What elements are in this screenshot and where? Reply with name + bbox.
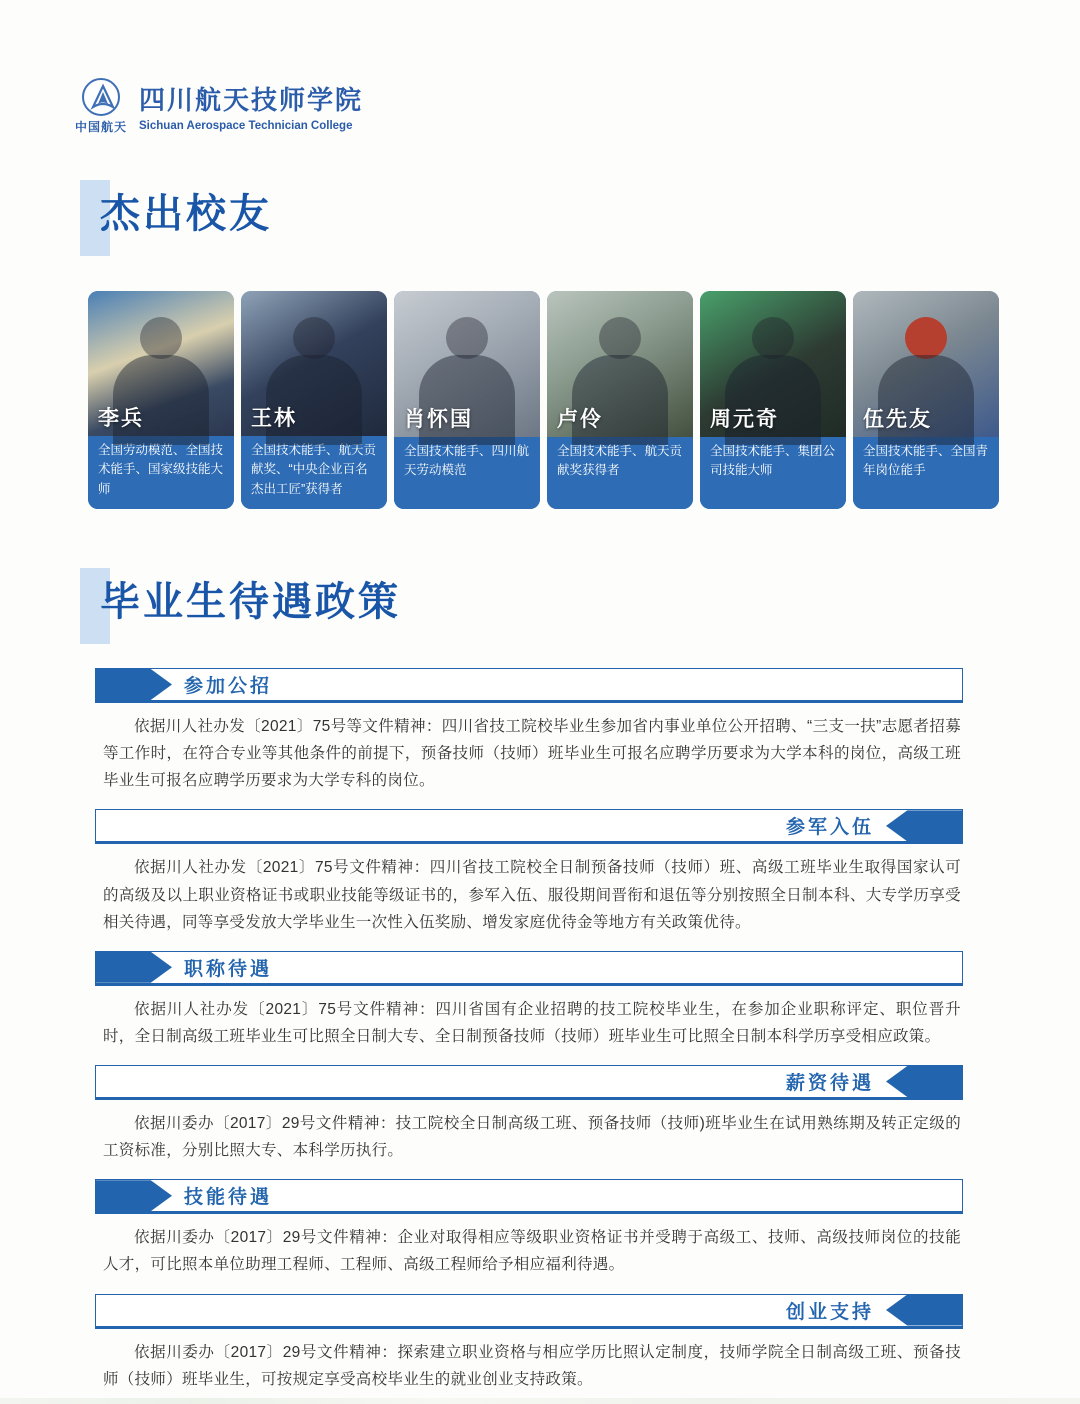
- policy-banner: [95, 1065, 963, 1100]
- policy-text: 依据川人社办发〔2021〕75号等文件精神：四川省技工院校毕业生参加省内事业单位公开招聘、“三支一扶”志愿者招募等工作时，在符合专业等其他条件的前提下，预备技师（技师）班毕业生可报名应聘学历要求为大学本科的岗位，高级工班毕业生可报名应聘学历要求为大学专科的岗位。: [103, 718, 961, 790]
- college-name-en: Sichuan Aerospace Technician College: [139, 120, 353, 132]
- policy-text: 依据川委办〔2017〕29号文件精神：技工院校全日制高级工班、预备技师（技师)班毕业生在试用熟练期及转正定级的工资标准，分别比照大专、本科学历执行。: [103, 1115, 961, 1160]
- policy-banner: [95, 951, 963, 986]
- casc-logo-icon: [82, 78, 120, 116]
- alumni-photo: [547, 291, 693, 437]
- alumni-name: 卢伶: [557, 408, 603, 431]
- alumni-description: 全国技术能手、航天贡献奖获得者: [547, 437, 693, 509]
- section-title-policy: [88, 578, 401, 626]
- alumni-description: 全国技术能手、集团公司技能大师: [700, 437, 846, 509]
- arrow-left-icon: [886, 1295, 962, 1326]
- alumni-card: [241, 291, 387, 509]
- alumni-description: 全国技术能手、全国青年岗位能手: [853, 437, 999, 509]
- alumni-card: [853, 291, 999, 509]
- alumni-photo: [241, 291, 387, 436]
- alumni-card: [394, 291, 540, 509]
- alumni-name: 肖怀国: [404, 408, 473, 431]
- college-header: [75, 78, 363, 135]
- policy-text: 依据川委办〔2017〕29号文件精神：企业对取得相应等级职业资格证书并受聘于高级工、技师、高级技师岗位的技能人才，可比照本单位助理工程师、工程师、高级工程师给予相应福利待遇。: [103, 1229, 961, 1274]
- policy-item: [95, 668, 963, 794]
- policy-banner: [95, 1294, 963, 1329]
- alumni-card: [88, 291, 234, 509]
- policy-banner: [95, 1179, 963, 1214]
- college-name-zh: 四川航天技师学院: [139, 85, 364, 115]
- alumni-title-text: 杰出校友: [100, 192, 272, 236]
- policy-label: 职称待遇: [184, 958, 273, 980]
- section-title-alumni: [88, 190, 272, 238]
- policy-label: 薪资待遇: [785, 1073, 874, 1094]
- college-name-block: [139, 78, 363, 132]
- policy-text: 依据川人社办发〔2021〕75号文件精神：四川省技工院校全日制预备技师（技师）班、高级工班毕业生取得国家认可的高级及以上职业资格证书或职业技能等级证书的，参军入伍、服役期间晋衔和退伍等分别按照全日制本科、大专学历享受相关待遇，同等享受发放大学毕业生一次性入伍奖励、增发家庭优待金等地方有关政策优待。: [103, 859, 961, 931]
- policy-item: [95, 951, 963, 1050]
- policy-label: 参军入伍: [785, 817, 874, 839]
- alumni-description: 全国技术能手、航天贡献奖、“中央企业百名杰出工匠”获得者: [241, 436, 387, 509]
- policy-item: [95, 809, 963, 935]
- alumni-photo: [700, 291, 846, 437]
- logo-block: [75, 78, 127, 135]
- policy-list: [95, 668, 963, 1404]
- alumni-cards-row: [88, 291, 1002, 509]
- logo-label: 中国航天: [75, 120, 128, 134]
- alumni-description: 全国劳动模范、全国技术能手、国家级技能大师: [88, 436, 234, 509]
- arrow-right-icon: [96, 952, 172, 983]
- policy-banner: [95, 809, 963, 844]
- alumni-card: [700, 291, 846, 509]
- arrow-right-icon: [96, 1180, 172, 1211]
- arrow-right-icon: [96, 669, 172, 700]
- arrow-left-icon: [886, 1066, 962, 1097]
- policy-banner: [95, 668, 963, 703]
- alumni-photo: [853, 291, 999, 437]
- policy-title-text: 毕业生待遇政策: [100, 580, 401, 624]
- policy-text: 依据川委办〔2017〕29号文件精神：探索建立职业资格与相应学历比照认定制度，技师学院全日制高级工班、预备技师（技师）班毕业生，可按规定享受高校毕业生的就业创业支持政策。: [103, 1343, 961, 1388]
- footer-image-edge: [0, 1398, 1080, 1404]
- policy-label: 技能待遇: [184, 1187, 273, 1209]
- alumni-name: 伍先友: [863, 408, 932, 431]
- alumni-card: [547, 291, 693, 509]
- policy-item: [95, 1065, 963, 1164]
- alumni-description: 全国技术能手、四川航天劳动模范: [394, 437, 540, 509]
- policy-label: 参加公招: [184, 676, 273, 697]
- alumni-photo: [394, 291, 540, 437]
- alumni-name: 周元奇: [710, 408, 779, 431]
- policy-text: 依据川人社办发〔2021〕75号文件精神：四川省国有企业招聘的技工院校毕业生，在参加企业职称评定、职位晋升时，全日制高级工班毕业生可比照全日制大专、全日制预备技师（技师）班毕业生可比照全日制本科学历享受相应政策。: [103, 1000, 961, 1045]
- alumni-name: 王林: [251, 406, 297, 430]
- policy-label: 创业支持: [785, 1301, 874, 1323]
- arrow-left-icon: [886, 810, 962, 841]
- alumni-name: 李兵: [98, 406, 144, 430]
- policy-item: [95, 1294, 963, 1393]
- alumni-photo: [88, 291, 234, 436]
- policy-item: [95, 1179, 963, 1278]
